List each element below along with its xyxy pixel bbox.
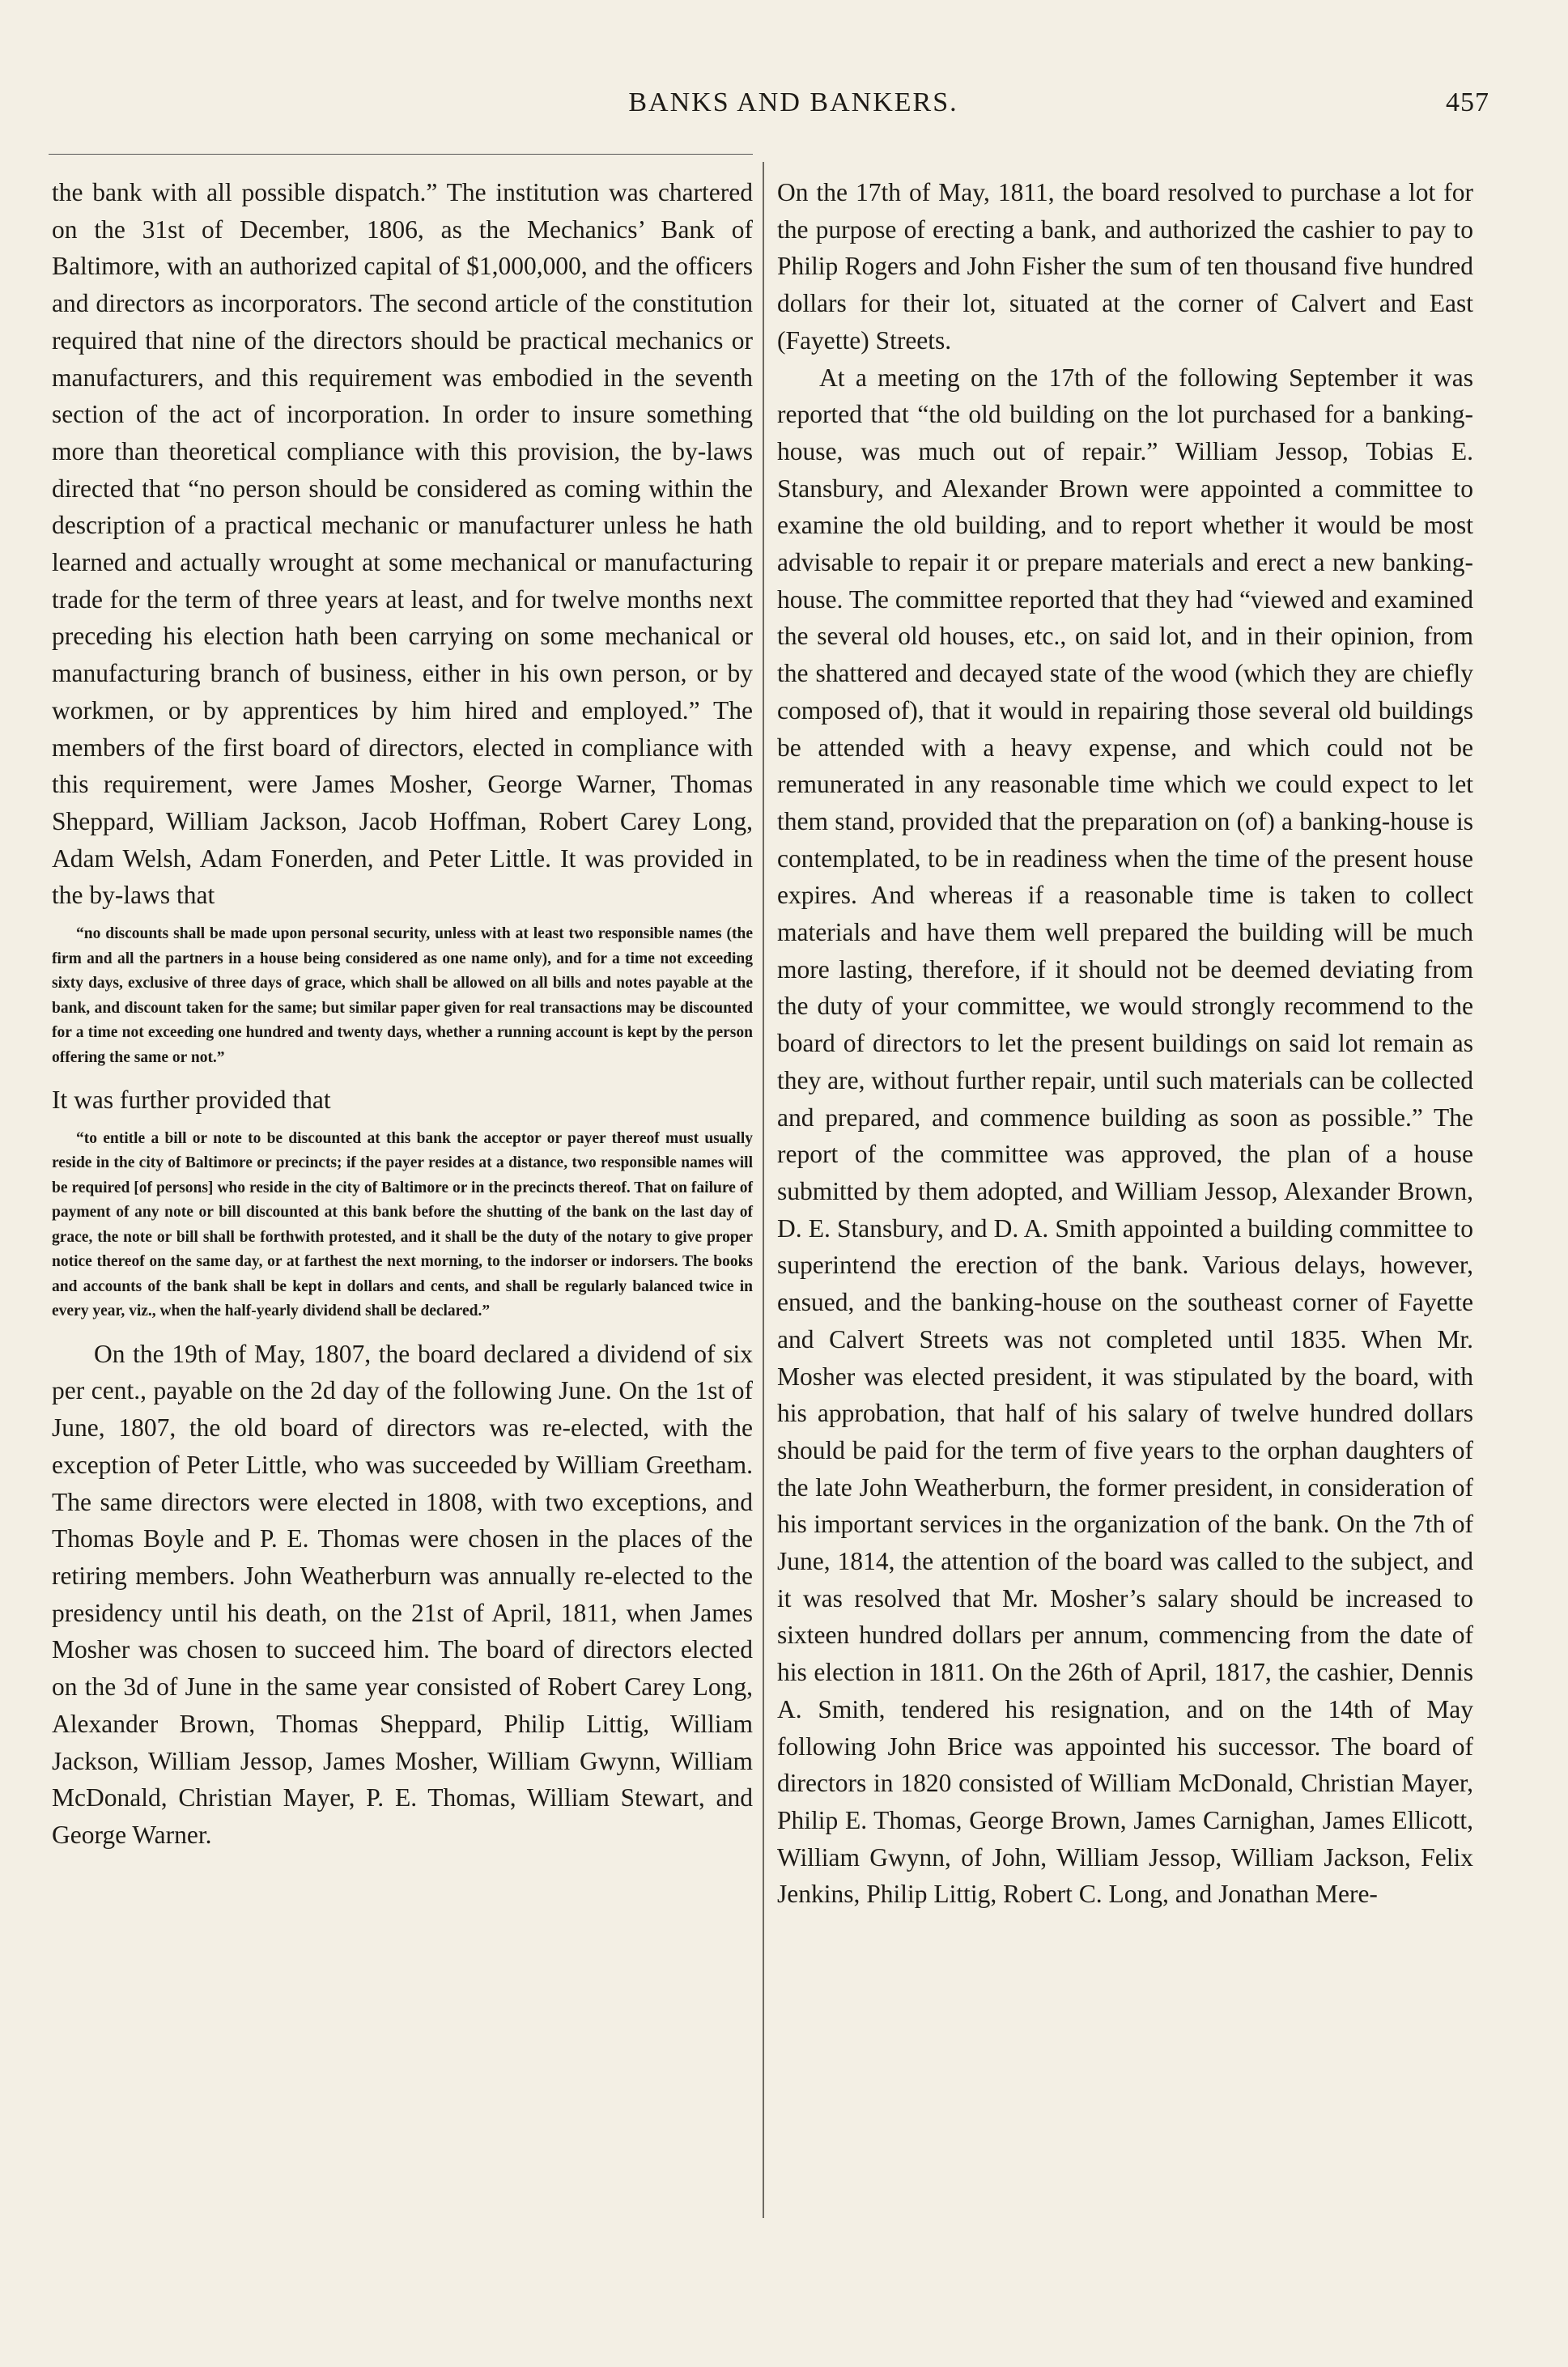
- left-paragraph-3: On the 19th of May, 1807, the board declared a dividend of six per cent., payable on the 2d day of the following June. On the 1st of June, 1807, the old board of directors was re-elected, with the exception of Peter Little, who was succeeded by William Greetham. The same directors were elected in 1808, with two exceptions, and Thomas Boyle and P. E. Thomas were chosen in the places of the retiring members. John Weatherburn was annually re-elected to the presidency until his death, on the 21st of April, 1811, when James Mosher was chosen to succeed him. The board of directors elected on the 3d of June in the same year consisted of Robert Carey Long, Alexander Brown, Thomas Sheppard, Philip Littig, William Jackson, William Jessop, James Mosher, William Gwynn, William McDonald, Christian Mayer, P. E. Thomas, William Stewart, and George Warner.: [52, 1339, 753, 1849]
- right-column: [777, 174, 1473, 1913]
- left-paragraph-2: It was further provided that: [52, 1086, 331, 1115]
- block-quote-2: “to entitle a bill or note to be discounted at this bank the acceptor or payer thereof must usually reside in the city of Baltimore or precincts; if the payer resides at a distance, two responsible names will be required [of persons] who reside in the city of Baltimore or in the precincts thereof. That on failure of payment of any note or bill discounted at this bank before the shutting of the bank on the last day of grace, the note or bill shall be forthwith protested, and it shall be the duty of the notary to give proper notice thereof on the same day, or at farthest the next morning, to the indorser or indorsers. The books and accounts of the bank shall be kept in dollars and cents, and shall be regularly balanced twice in every year, viz., when the half-yearly dividend shall be declared.”: [52, 1129, 753, 1320]
- column-divider: [763, 162, 764, 2218]
- page-title: BANKS AND BANKERS.: [628, 87, 958, 117]
- left-paragraph-1: the bank with all possible dispatch.” The institution was chartered on the 31st of December, 1806, as the Mechanics’ Bank of Baltimore, with an authorized capital of $1,000,000, and the officers and directors as incorporators. The second article of the constitution required that nine of the directors should be practical mechanics or manufacturers, and this requirement was embodied in the seventh section of the act of incorporation. In order to insure something more than theoretical compliance with this provision, the by-laws directed that “no person should be considered as coming within the description of a practical mechanic or manufacturer unless he hath learned and actually wrought at some mechanical or manufacturing trade for the term of three years at least, and for twelve months next preceding his election hath been carrying on some mechanical or manufacturing branch of business, either in his own person, or by workmen, or by apprentices by him hired and employed.” The members of the first board of directors, elected in compliance with this requirement, were James Mosher, George Warner, Thomas Sheppard, William Jackson, Jacob Hoffman, Robert Carey Long, Adam Welsh, Adam Fonerden, and Peter Little. It was provided in the by-laws that: [52, 178, 753, 910]
- header-rule: [49, 154, 753, 155]
- page-number: 457: [1446, 87, 1489, 117]
- right-paragraph-2: At a meeting on the 17th of the following September it was reported that “the old building on the lot purchased for a banking-house, was much out of repair.” William Jessop, Tobias E. Stansbury, and Alexander Brown were appointed a committee to examine the old building, and to report whether it would be most advisable to repair it or prepare materials and erect a new banking-house. The committee reported that they had “viewed and examined the several old houses, etc., on said lot, and in their opinion, from the shattered and decayed state of the wood (which they are chiefly composed of), that it would in repairing those several old buildings be attended with a heavy expense, and which could not be remunerated in any reasonable time which we could expect to let them stand, provided that the preparation on (of) a banking-house is contemplated, to be in readiness when the time of the present house expires. And whereas if a reasonable time is taken to collect materials and have them well prepared the building will be much more lasting, therefore, if it should not be deemed deviating from the duty of your committee, we would strongly recommend to the board of directors to let the present buildings on said lot remain as they are, without further repair, until such materials can be collected and prepared, and commence building as soon as possible.” The report of the committee was approved, the plan of a house submitted by them adopted, and William Jessop, Alexander Brown, D. E. Stansbury, and D. A. Smith appointed a building committee to superintend the erection of the bank. Various delays, however, ensued, and the banking-house on the southeast corner of Fayette and Calvert Streets was not completed until 1835. When Mr. Mosher was elected president, it was stipulated by the board, with his approbation, that half of his salary of twelve hundred dollars should be paid for the term of five years to the orphan daughters of the late John Weatherburn, the former president, in consideration of his important services in the organization of the bank. On the 7th of June, 1814, the attention of the board was called to the subject, and it was resolved that Mr. Mosher’s salary should be increased to sixteen hundred dollars per annum, commencing from the date of his election in 1811. On the 26th of April, 1817, the cashier, Dennis A. Smith, tendered his resignation, and on the 14th of May following John Brice was appointed his successor. The board of directors in 1820 consisted of William McDonald, Christian Mayer, Philip E. Thomas, George Brown, James Carnighan, James Ellicott, William Gwynn, of John, William Jessop, William Jackson, Felix Jenkins, Philip Littig, Robert C. Long, and Jonathan Mere-: [777, 363, 1473, 1909]
- left-column: [52, 174, 753, 1854]
- block-quote-1: “no discounts shall be made upon personal security, unless with at least two responsible names (the firm and all the partners in a house being considered as one name only), and for a time not exceeding sixty days, exclusive of three days of grace, which shall be allowed on all bills and notes payable at the bank, and discount taken for the same; but similar paper given for real transactions may be discounted for a time not exceeding one hundred and twenty days, whether a running account is kept by the person offering the same or not.”: [52, 925, 753, 1066]
- right-paragraph-1: On the 17th of May, 1811, the board resolved to purchase a lot for the purpose of erecting a bank, and authorized the cashier to pay to Philip Rogers and John Fisher the sum of ten thousand five hundred dollars for their lot, situated at the corner of Calvert and East (Fayette) Streets.: [777, 178, 1473, 355]
- running-head: [49, 87, 1506, 128]
